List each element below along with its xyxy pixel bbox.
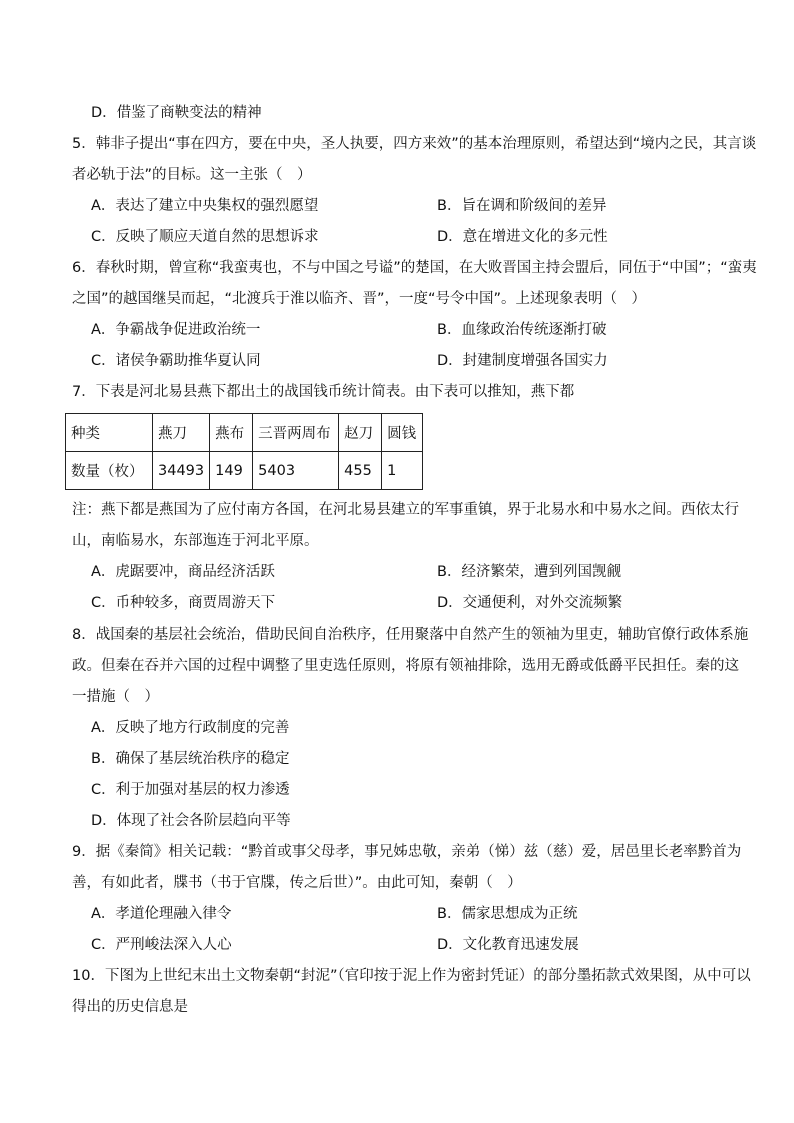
table-cell: 34493 (153, 452, 210, 490)
q8-option-a[interactable]: A．反映了地方行政制度的完善 (91, 720, 290, 736)
q8-option-c[interactable]: C．利于加强对基层的权力渗透 (91, 782, 290, 798)
q8-stem-1: 8．战国秦的基层社会统治，借助民间自治秩序，任用聚落中自然产生的领袖为里吏，辅助官僚行政体系施 (72, 627, 749, 643)
q8-option-b[interactable]: B．确保了基层统治秩序的稳定 (91, 751, 290, 767)
q9-stem-2: 善，有如此者，牒书（书于官牒，传之后世）”。由此可知，秦朝（ ） (72, 875, 522, 891)
line-q4-d: D．借鉴了商鞅变法的精神 (91, 105, 262, 121)
q7-option-a[interactable]: A．虎踞要冲，商品经济活跃 (91, 564, 275, 580)
table-row (66, 452, 423, 490)
q9-option-b[interactable]: B．儒家思想成为正统 (437, 906, 578, 922)
q5-option-d[interactable]: D．意在增进文化的多元性 (437, 229, 608, 245)
q9-option-d[interactable]: D．文化教育迅速发展 (437, 937, 579, 953)
table-header-cell: 圆钱 (382, 414, 423, 452)
q6-option-row-2 (91, 351, 711, 371)
q9-option-row-1 (91, 904, 711, 924)
q9-stem-1: 9．据《秦简》相关记载：“黔首或事父母孝，事兄姊忠敬，亲弟（悌）兹（慈）爱，居邑里长老率黔首为 (72, 844, 742, 860)
q5-option-row-2 (91, 227, 711, 247)
q6-stem-1: 6．春秋时期，曾宣称“我蛮夷也，不与中国之号谥”的楚国，在大败晋国主持会盟后，同伍于“中国”；“蛮夷 (72, 260, 757, 276)
q9-option-a[interactable]: A．孝道伦理融入律令 (91, 906, 232, 922)
q7-option-b[interactable]: B．经济繁荣，遭到列国觊觎 (437, 564, 621, 580)
table-header-cell: 燕布 (210, 414, 253, 452)
coin-statistics-table (65, 413, 423, 490)
q7-note-1: 注：燕下都是燕国为了应付南方各国，在河北易县建立的军事重镇，界于北易水和中易水之间。西依太行 (72, 502, 739, 518)
q5-option-a[interactable]: A．表达了建立中央集权的强烈愿望 (91, 198, 319, 214)
q5-option-row-1 (91, 196, 711, 216)
q6-option-c[interactable]: C．诸侯争霸助推华夏认同 (91, 353, 261, 369)
q9-option-c[interactable]: C．严刑峻法深入人心 (91, 937, 232, 953)
table-cell: 1 (382, 452, 423, 490)
q8-stem-2: 政。但秦在吞并六国的过程中调整了里吏选任原则，将原有领袖排除，选用无爵或低爵平民担任。秦的这 (72, 658, 739, 674)
q8-stem-3: 一措施（ ） (72, 689, 159, 705)
q7-option-d[interactable]: D．交通便利，对外交流频繁 (437, 595, 623, 611)
table-header-cell: 种类 (66, 414, 153, 452)
q5-stem-2: 者必轨于法”的目标。这一主张（ ） (72, 167, 312, 183)
q6-option-a[interactable]: A．争霸战争促进政治统一 (91, 322, 261, 338)
table-header-cell: 赵刀 (339, 414, 382, 452)
q10-stem-2: 得出的历史信息是 (72, 999, 188, 1015)
q6-option-d[interactable]: D．封建制度增强各国实力 (437, 353, 608, 369)
q5-option-b[interactable]: B．旨在调和阶级间的差异 (437, 198, 607, 214)
q7-option-row-2 (91, 593, 711, 613)
q6-stem-2: 之国”的越国继吴而起，“北渡兵于淮以临齐、晋”，一度“号令中国”。上述现象表明（ ） (72, 291, 647, 307)
q10-stem-1: 10．下图为上世纪末出土文物秦朝“封泥”（官印按于泥上作为密封凭证）的部分墨拓款式效果图，从中可以 (72, 968, 751, 984)
q7-stem: 7．下表是河北易县燕下都出土的战国钱币统计简表。由下表可以推知，燕下都 (72, 384, 575, 400)
q9-option-row-2 (91, 935, 711, 955)
q5-option-c[interactable]: C．反映了顺应天道自然的思想诉求 (91, 229, 319, 245)
q7-note-2: 山，南临易水，东部迤连于河北平原。 (72, 533, 319, 549)
table-cell: 5403 (253, 452, 339, 490)
q5-stem-1: 5．韩非子提出“事在四方，要在中央，圣人执要，四方来效”的基本治理原则，希望达到“境内之民，其言谈 (72, 136, 757, 152)
q7-option-row-1 (91, 562, 711, 582)
q8-option-d[interactable]: D．体现了社会各阶层趋向平等 (91, 813, 291, 829)
table-header-cell: 三晋两周布 (253, 414, 339, 452)
table-row-label: 数量（枚） (66, 452, 153, 490)
table-header-row (66, 414, 423, 452)
q6-option-b[interactable]: B．血缘政治传统逐渐打破 (437, 322, 607, 338)
table-cell: 455 (339, 452, 382, 490)
table-cell: 149 (210, 452, 253, 490)
q7-option-c[interactable]: C．币种较多，商贾周游天下 (91, 595, 276, 611)
q6-option-row-1 (91, 320, 711, 340)
table-header-cell: 燕刀 (153, 414, 210, 452)
